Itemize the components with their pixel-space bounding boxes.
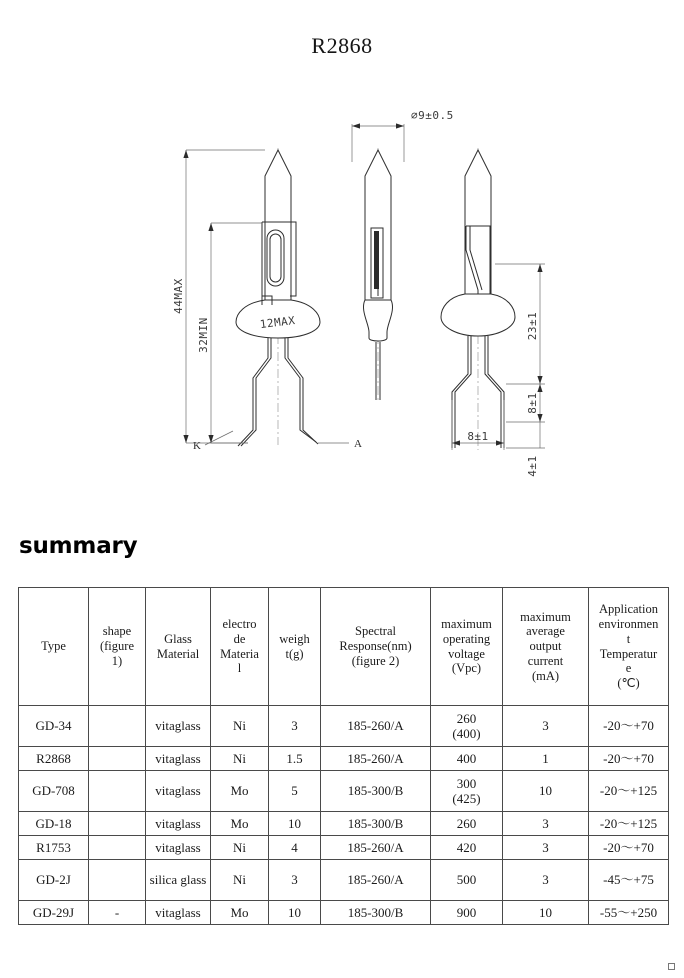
table-head [19,588,669,706]
header-line: environmen [598,617,659,631]
dim-body-to-lead-label: 23±1 [526,311,539,341]
cell-spectral: 185-260/A [321,706,431,747]
cell-weight: 5 [269,771,321,812]
table-row [19,747,669,771]
cell-line: 420 [456,839,477,855]
cell-electrode: Mo [211,771,269,812]
cell-weight: 1.5 [269,747,321,771]
arrow-top-32 [208,223,213,231]
arrow-bottom-23 [537,376,542,384]
cell-glass: vitaglass [146,836,211,860]
header-line: voltage [448,646,485,661]
registration-mark [668,963,675,970]
cell-temperature: -45〜+75 [589,860,669,901]
header-line: Type [41,639,66,654]
cell-electrode: Mo [211,901,269,925]
header-line: Material [156,646,200,661]
cell-type: GD-708 [19,771,89,812]
cell-type: GD-2J [19,860,89,901]
cell-electrode: Ni [211,747,269,771]
header-line: average [526,624,565,639]
cell-line: 260 [456,815,477,831]
cell-shape [89,860,146,901]
header-line: current [527,653,564,668]
cell-weight: 4 [269,836,321,860]
header-line: Response(nm) [339,639,412,654]
header-line: Materia [220,646,259,661]
arrow-right-dia [396,123,404,128]
header-line: electro [222,617,257,631]
cell-line: 260 [456,710,477,726]
cell-current: 3 [503,860,589,901]
terminal-label-cathode: K [193,440,201,452]
cell-voltage [431,706,503,747]
header-line: 1) [111,653,123,668]
header-line: Spectral [355,624,396,639]
cell-temperature: -55〜+250 [589,901,669,925]
cell-current: 3 [503,706,589,747]
cell-current: 10 [503,771,589,812]
arrow-top-44 [183,150,188,158]
summary-heading: summary [19,533,138,559]
table-row [19,901,669,925]
table-row [19,706,669,747]
cell-voltage [431,747,503,771]
arrow-bottom-44 [183,435,188,443]
dim-lead-bend [506,384,545,422]
cell-temperature: -20〜+125 [589,812,669,836]
tube-view-side [363,148,392,400]
lead-anode-b-view1 [288,338,318,444]
header-line: de [233,631,246,646]
cell-glass: vitaglass [146,901,211,925]
cell-temperature: -20〜+125 [589,771,669,812]
cell-line: 900 [456,904,477,920]
cell-glass: vitaglass [146,747,211,771]
dim-lead-tail [506,422,545,477]
dim-lead-spacing-label: 8±1 [467,430,489,443]
header-line: t(g) [285,646,304,661]
cell-shape [89,747,146,771]
cell-current: 3 [503,812,589,836]
table-header-cell-3 [211,588,269,706]
header-line: Temperatur [599,646,658,661]
cell-electrode: Ni [211,706,269,747]
header-line: t [626,631,631,646]
cell-spectral: 185-260/A [321,747,431,771]
cell-electrode: Ni [211,860,269,901]
dim-lead-tail-label: 4±1 [526,455,539,477]
terminal-label-anode: A [354,438,362,450]
cell-shape [89,706,146,747]
cell-current: 10 [503,901,589,925]
header-line: shape [102,624,132,639]
cell-shape: - [89,901,146,925]
dim-diameter-label: ⌀9±0.5 [411,109,454,122]
cell-electrode: Ni [211,836,269,860]
table-header-cell-5 [321,588,431,706]
table-header-cell-0 [19,588,89,706]
cell-spectral: 185-260/A [321,836,431,860]
cell-glass: silica glass [146,860,211,901]
cell-voltage [431,836,503,860]
header-line: l [237,661,242,676]
tube-view-front [193,148,362,452]
header-line: operating [442,631,491,646]
cell-electrode: Mo [211,812,269,836]
header-line: (℃) [617,676,640,690]
table-header-cell-2 [146,588,211,706]
cell-spectral: 185-300/B [321,812,431,836]
table-body [19,706,669,925]
lead-anode-view1 [285,338,316,442]
table-header-row [19,588,669,706]
drawing-svg [0,100,684,500]
cell-line: 300 [456,775,477,791]
header-line: weigh [279,631,310,646]
dim-overall-length [172,150,265,443]
table-header-cell-8 [589,588,669,706]
cell-type: GD-18 [19,812,89,836]
cell-weight: 10 [269,812,321,836]
bulb-press-view3 [441,294,515,336]
summary-table [18,587,669,925]
table-row [19,771,669,812]
arrow-left-8h [452,440,460,445]
dim-diameter [352,109,454,162]
cell-spectral: 185-260/A [321,860,431,901]
cell-spectral: 185-300/B [321,771,431,812]
lead-right-b-view3 [488,336,504,448]
arrow-top-8v [537,384,542,392]
header-line: output [529,639,562,654]
arrow-top-23 [537,264,542,272]
header-line: Glass [164,631,192,646]
header-line: (figure [99,639,134,654]
lead-left-view3 [452,336,468,448]
header-line: Application [598,602,658,617]
dim-overall-length-label: 44MAX [172,278,185,314]
cell-shape [89,812,146,836]
arrow-left-dia [352,123,360,128]
cell-current: 1 [503,747,589,771]
cell-weight: 10 [269,901,321,925]
table-header-cell-7 [503,588,589,706]
cell-type: R2868 [19,747,89,771]
header-line: (figure 2) [351,653,400,668]
cell-voltage [431,860,503,901]
table-row [19,860,669,901]
cell-glass: vitaglass [146,706,211,747]
cell-temperature: -20〜+70 [589,706,669,747]
lead-cathode-view1 [238,338,268,446]
cell-line: (400) [452,726,481,741]
cell-current: 3 [503,836,589,860]
table-row [19,812,669,836]
cell-temperature: -20〜+70 [589,747,669,771]
cell-line: 400 [456,750,477,766]
cell-line: (425) [452,791,481,806]
summary-table-container [18,587,668,925]
cell-type: R1753 [19,836,89,860]
cell-type: GD-29J [19,901,89,925]
table-row [19,836,669,860]
page-title: R2868 [311,33,373,58]
table-header-cell-6 [431,588,503,706]
dim-lead-bend-label: 8±1 [526,392,539,414]
header-line: (mA) [531,668,560,683]
lead-cathode-b-view1 [241,338,271,446]
table-header-cell-1 [89,588,146,706]
technical-drawing [0,100,684,500]
header-line: maximum [520,609,571,624]
cell-voltage [431,812,503,836]
cell-temperature: -20〜+70 [589,836,669,860]
arrow-bottom-32 [208,435,213,443]
header-line: (Vpc) [451,661,482,676]
cell-line: 500 [456,872,477,888]
table-header-cell-4 [269,588,321,706]
cell-shape [89,836,146,860]
cell-weight: 3 [269,706,321,747]
electrode-inner-view1 [270,234,281,282]
bulb-press-view2 [363,300,392,341]
dim-bulb-width-label: 12MAX [259,313,297,332]
arrow-bottom-8v [537,414,542,422]
dim-inner-length-label: 32MIN [197,317,210,353]
cell-glass: vitaglass [146,771,211,812]
cell-type: GD-34 [19,706,89,747]
cell-voltage [431,901,503,925]
header-line: maximum [441,617,492,631]
cell-voltage [431,771,503,812]
arrow-right-8h [496,440,504,445]
cell-shape [89,771,146,812]
cell-glass: vitaglass [146,812,211,836]
cell-spectral: 185-300/B [321,901,431,925]
cell-weight: 3 [269,860,321,901]
header-line: e [625,661,632,676]
